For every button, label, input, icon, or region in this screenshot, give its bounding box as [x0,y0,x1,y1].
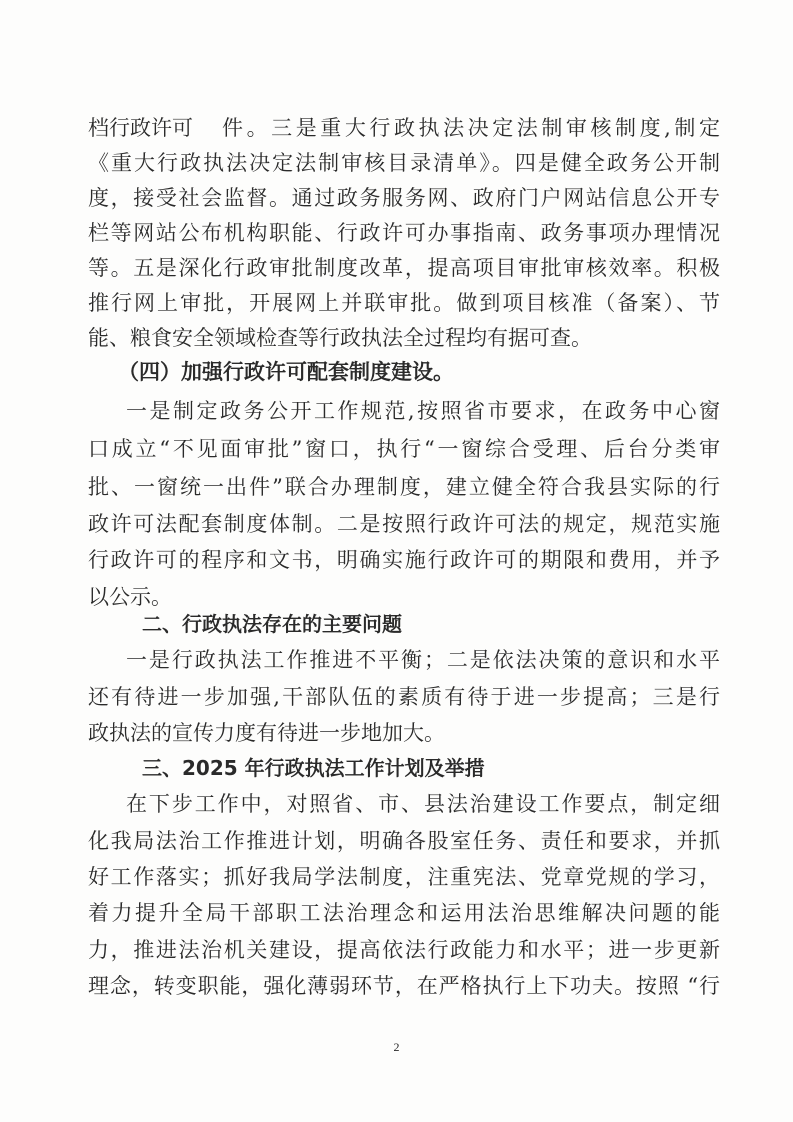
text-line: 好工作落实；抓好我局学法制度，注重宪法、党章党规的学习， [88,865,720,889]
text-line: 政许可法配套制度体制。二是按照行政许可法的规定，规范实施 [88,512,720,536]
section-heading: （四）加强行政许可配套制度建设。 [118,359,454,384]
text-line: 一是行政执法工作推进不平衡；二是依法决策的意识和水平 [126,648,720,672]
text-line: 行政许可的程序和文书，明确实施行政许可的期限和费用，并予 [88,548,720,572]
text-line: 批、一窗统一出件”联合办理制度，建立健全符合我县实际的行 [88,475,720,499]
text-line: 栏等网站公布机构职能、行政许可办事指南、政务事项办理情况 [88,221,720,245]
text-line: 政执法的宣传力度有待进一步地加大。 [88,721,445,745]
text-line: 还有待进一步加强,干部队伍的素质有待于进一步提高；三是行 [88,685,720,709]
section-heading: 二、行政执法存在的主要问题 [142,612,402,636]
text-line: 档行政许可 [88,116,193,140]
text-line: 化我局法治工作推进计划，明确各股室任务、责任和要求，并抓 [88,829,720,853]
text-line: 件。三是重大行政执法决定法制审核制度,制定 [222,116,720,140]
text-line: 力，推进法治机关建设，提高依法行政能力和水平；进一步更新 [88,938,720,962]
text-line: 能、粮食安全领域检查等行政执法全过程均有据可查。 [88,326,592,350]
page-number: 2 [393,1040,400,1054]
section-heading: 三、2025 年行政执法工作计划及举措 [142,756,485,780]
text-line: 度，接受社会监督。通过政务服务网、政府门户网站信息公开专 [88,186,720,210]
text-line: 推行网上审批，开展网上并联审批。做到项目核准（备案）、节 [88,291,720,315]
text-line: 《重大行政执法决定法制审核目录清单》。四是健全政务公开制 [88,151,720,175]
text-line: 理念，转变职能，强化薄弱环节，在严格执行上下功夫。按照 “行 [88,974,720,998]
text-line: 等。五是深化行政审批制度改革，提高项目审批审核效率。积极 [88,256,720,280]
text-line: 口成立“不见面审批”窗口，执行“一窗综合受理、后台分类审 [88,437,720,461]
text-line: 以公示。 [88,585,172,609]
text-line: 在下步工作中，对照省、市、县法治建设工作要点，制定细 [126,792,720,816]
text-line: 一是制定政务公开工作规范,按照省市要求，在政务中心窗 [126,399,720,423]
text-line: 着力提升全局干部职工法治理念和运用法治思维解决问题的能 [88,901,720,925]
